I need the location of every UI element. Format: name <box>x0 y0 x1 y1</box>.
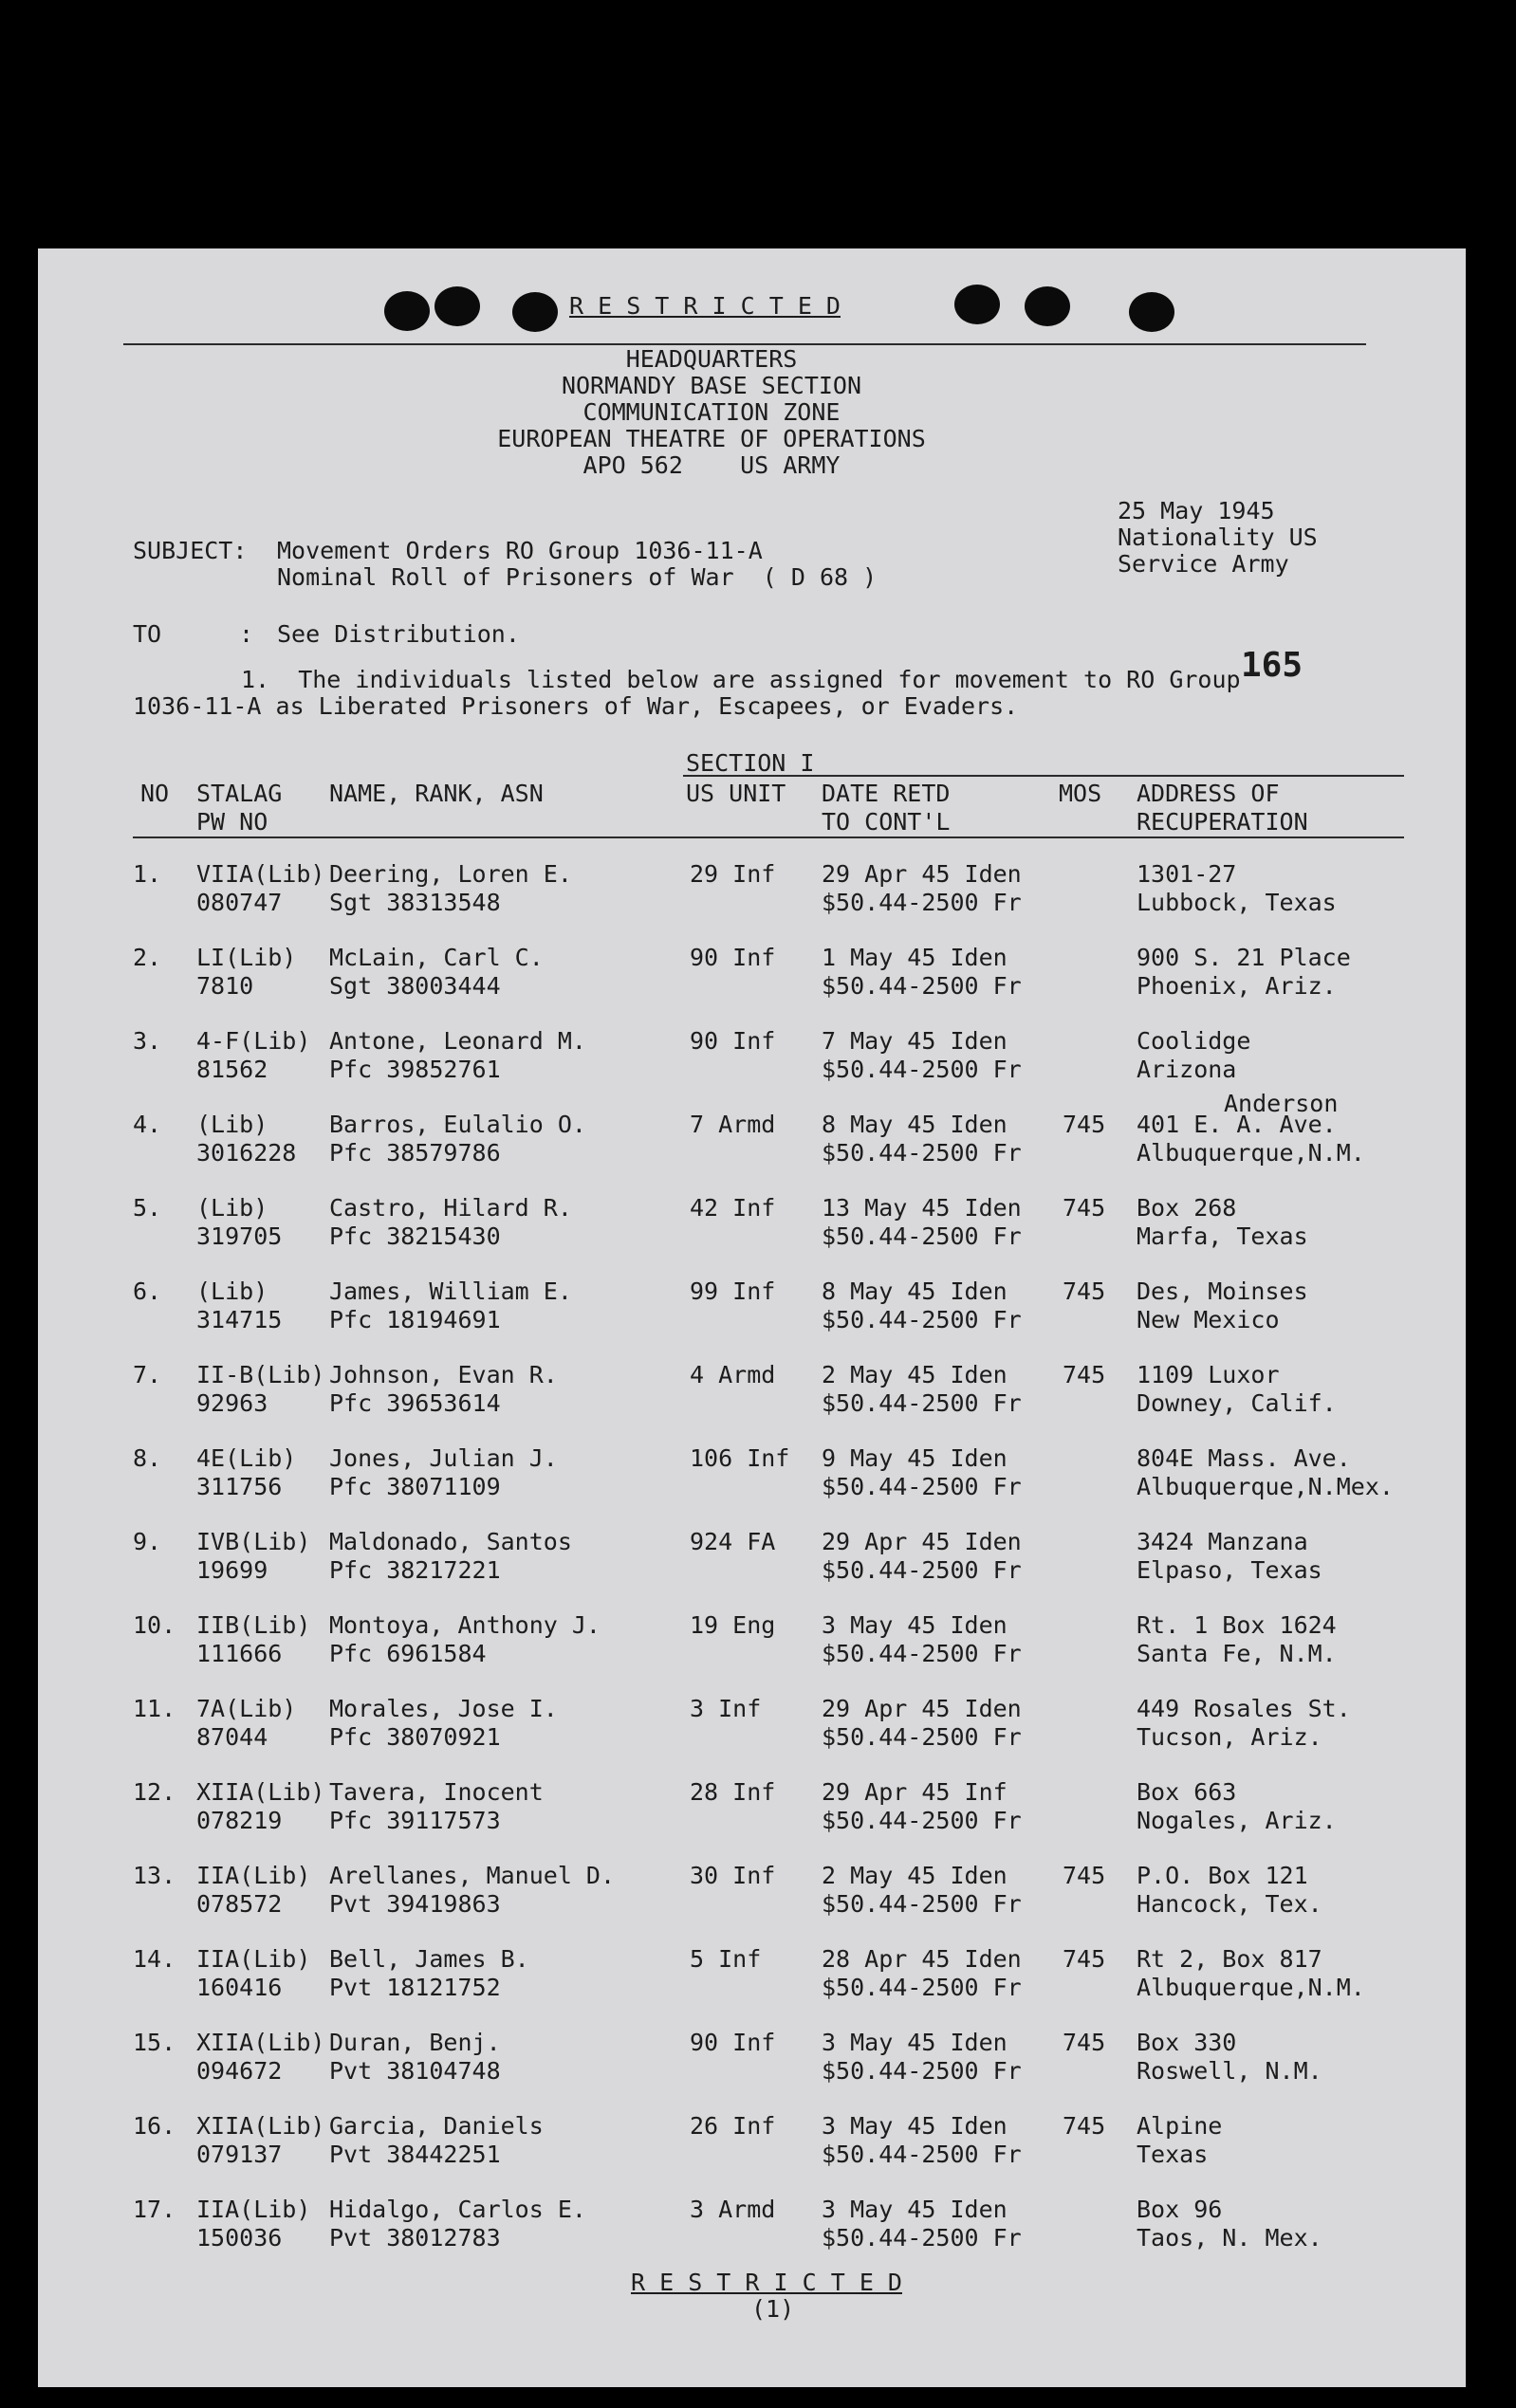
subject-line: Movement Orders RO Group 1036-11-A <box>277 537 763 564</box>
us-unit: 90 Inf <box>690 2029 776 2056</box>
address-line-1: 1301-27 <box>1137 860 1237 888</box>
date-line: 25 May 1945 <box>1118 497 1275 524</box>
address-line-2: Albuquerque,N.Mex. <box>1137 1473 1394 1500</box>
row-number: 1. <box>133 860 162 888</box>
us-unit: 924 FA <box>690 1528 776 1555</box>
rank-asn: Pfc 38215430 <box>329 1222 501 1250</box>
rank-asn: Pfc 6961584 <box>329 1640 487 1667</box>
prisoner-name: Montoya, Anthony J. <box>329 1611 601 1639</box>
punch-hole <box>512 292 558 332</box>
prisoner-name: Jones, Julian J. <box>329 1444 558 1472</box>
date-returned: 3 May 45 Iden <box>822 2196 1008 2223</box>
pw-number: 314715 <box>196 1306 283 1333</box>
payment: $50.44-2500 Fr <box>822 1389 1022 1417</box>
pw-number: 81562 <box>196 1056 268 1083</box>
mos: 745 <box>1063 2029 1106 2056</box>
rank-asn: Pfc 38579786 <box>329 1139 501 1167</box>
address-line-2: Arizona <box>1137 1056 1237 1083</box>
pw-number: 094672 <box>196 2057 283 2085</box>
table-row <box>38 2029 1466 2086</box>
stalag: XIIA(Lib) <box>196 1778 325 1806</box>
punch-hole <box>384 291 430 331</box>
mos: 745 <box>1063 1194 1106 1222</box>
table-row <box>38 2112 1466 2169</box>
row-number: 10. <box>133 1611 176 1639</box>
row-number: 6. <box>133 1278 162 1305</box>
address-line-2: Tucson, Ariz. <box>1137 1723 1322 1751</box>
col-pw-no: PW NO <box>196 808 268 836</box>
us-unit: 3 Armd <box>690 2196 776 2223</box>
prisoner-name: Tavera, Inocent <box>329 1778 544 1806</box>
address-line-2: Elpaso, Texas <box>1137 1556 1322 1584</box>
payment: $50.44-2500 Fr <box>822 889 1022 916</box>
us-unit: 90 Inf <box>690 1027 776 1055</box>
address-line-1: Des, Moinses <box>1137 1278 1308 1305</box>
address-line-2: Albuquerque,N.M. <box>1137 1139 1365 1167</box>
address-line-1: P.O. Box 121 <box>1137 1862 1308 1889</box>
us-unit: 99 Inf <box>690 1278 776 1305</box>
mos: 745 <box>1063 1278 1106 1305</box>
col-stalag: STALAG <box>196 780 283 807</box>
address-line-2: Texas <box>1137 2141 1209 2168</box>
date-returned: 3 May 45 Iden <box>822 2029 1008 2056</box>
row-number: 15. <box>133 2029 176 2056</box>
document-number: 165 <box>1241 646 1303 685</box>
table-row <box>38 860 1466 917</box>
address-line-2: Phoenix, Ariz. <box>1137 972 1337 1000</box>
address-line-2: Nogales, Ariz. <box>1137 1807 1337 1834</box>
prisoner-name: Barros, Eulalio O. <box>329 1111 586 1138</box>
date-returned: 1 May 45 Iden <box>822 944 1008 971</box>
stalag: (Lib) <box>196 1194 268 1222</box>
address-line-2: Santa Fe, N.M. <box>1137 1640 1337 1667</box>
document-page <box>38 248 1466 2387</box>
us-unit: 42 Inf <box>690 1194 776 1222</box>
payment: $50.44-2500 Fr <box>822 2057 1022 2085</box>
paragraph-line: 1. The individuals listed below are assigned for movement to RO Group <box>241 666 1241 693</box>
rank-asn: Sgt 38003444 <box>329 972 501 1000</box>
prisoner-name: Deering, Loren E. <box>329 860 572 888</box>
payment: $50.44-2500 Fr <box>822 1640 1022 1667</box>
address-line-1: Alpine <box>1137 2112 1223 2140</box>
payment: $50.44-2500 Fr <box>822 1306 1022 1333</box>
date-returned: 3 May 45 Iden <box>822 2112 1008 2140</box>
rank-asn: Pfc 39852761 <box>329 1056 501 1083</box>
address-line-1: 900 S. 21 Place <box>1137 944 1351 971</box>
prisoner-name: Bell, James B. <box>329 1945 529 1973</box>
rank-asn: Pvt 38012783 <box>329 2224 501 2252</box>
rank-asn: Pvt 38442251 <box>329 2141 501 2168</box>
to-colon: : <box>239 620 254 648</box>
pw-number: 92963 <box>196 1389 268 1417</box>
us-unit: 28 Inf <box>690 1778 776 1806</box>
date-returned: 13 May 45 Iden <box>822 1194 1022 1222</box>
row-number: 17. <box>133 2196 176 2223</box>
row-number: 11. <box>133 1695 176 1722</box>
pw-number: 87044 <box>196 1723 268 1751</box>
date-returned: 29 Apr 45 Iden <box>822 860 1022 888</box>
payment: $50.44-2500 Fr <box>822 1139 1022 1167</box>
payment: $50.44-2500 Fr <box>822 1222 1022 1250</box>
stalag: IIA(Lib) <box>196 2196 311 2223</box>
address-line-1: Box 663 <box>1137 1778 1237 1806</box>
pw-number: 079137 <box>196 2141 283 2168</box>
date-returned: 29 Apr 45 Iden <box>822 1695 1022 1722</box>
rank-asn: Pfc 38217221 <box>329 1556 501 1584</box>
address-line-1: Rt 2, Box 817 <box>1137 1945 1322 1973</box>
col-date: DATE RETD <box>822 780 951 807</box>
header-line: HEADQUARTERS <box>625 345 798 373</box>
table-row <box>38 1090 1466 1167</box>
rank-asn: Pfc 39653614 <box>329 1389 501 1417</box>
rank-asn: Pvt 39419863 <box>329 1890 501 1918</box>
row-number: 2. <box>133 944 162 971</box>
address-line-1: 3424 Manzana <box>1137 1528 1308 1555</box>
section-title: SECTION I <box>686 749 815 777</box>
address-line-2: New Mexico <box>1137 1306 1280 1333</box>
address-line-1: Box 96 <box>1137 2196 1223 2223</box>
mos: 745 <box>1063 1862 1106 1889</box>
rank-asn: Pfc 38070921 <box>329 1723 501 1751</box>
classification-bottom: R E S T R I C T E D <box>631 2269 902 2296</box>
stalag: (Lib) <box>196 1111 268 1138</box>
table-row <box>38 1027 1466 1084</box>
prisoner-name: Maldonado, Santos <box>329 1528 572 1555</box>
payment: $50.44-2500 Fr <box>822 2224 1022 2252</box>
table-row <box>38 1778 1466 1835</box>
subject-label: SUBJECT: <box>133 537 248 564</box>
address-line-1: 449 Rosales St. <box>1137 1695 1351 1722</box>
row-number: 3. <box>133 1027 162 1055</box>
table-row <box>38 1528 1466 1585</box>
header-line: APO 562 US ARMY <box>582 451 841 479</box>
pw-number: 319705 <box>196 1222 283 1250</box>
stalag: LI(Lib) <box>196 944 297 971</box>
table-row <box>38 1695 1466 1752</box>
prisoner-name: James, William E. <box>329 1278 572 1305</box>
row-number: 16. <box>133 2112 176 2140</box>
punch-hole <box>434 286 480 326</box>
pw-number: 078219 <box>196 1807 283 1834</box>
us-unit: 4 Armd <box>690 1361 776 1388</box>
address-line-2: Albuquerque,N.M. <box>1137 1974 1365 2001</box>
address-line-2: Marfa, Texas <box>1137 1222 1308 1250</box>
col-date-2: TO CONT'L <box>822 808 951 836</box>
page-number: (1) <box>751 2295 795 2323</box>
prisoner-name: Hidalgo, Carlos E. <box>329 2196 586 2223</box>
rank-asn: Sgt 38313548 <box>329 889 501 916</box>
us-unit: 19 Eng <box>690 1611 776 1639</box>
classification-top: R E S T R I C T E D <box>569 292 841 320</box>
prisoner-name: Garcia, Daniels <box>329 2112 544 2140</box>
rank-asn: Pvt 38104748 <box>329 2057 501 2085</box>
prisoner-name: Duran, Benj. <box>329 2029 501 2056</box>
col-unit: US UNIT <box>686 780 786 807</box>
address-line-1: 401 E. A. Ave. <box>1137 1111 1337 1138</box>
address-line-1: Box 330 <box>1137 2029 1237 2056</box>
address-line-1: Rt. 1 Box 1624 <box>1137 1611 1337 1639</box>
date-returned: 8 May 45 Iden <box>822 1278 1008 1305</box>
address-line-1: 1109 Luxor <box>1137 1361 1280 1388</box>
pw-number: 111666 <box>196 1640 283 1667</box>
prisoner-name: McLain, Carl C. <box>329 944 544 971</box>
column-header-rule <box>133 836 1404 838</box>
payment: $50.44-2500 Fr <box>822 1556 1022 1584</box>
paragraph-line: 1036-11-A as Liberated Prisoners of War, Escapees, or Evaders. <box>133 692 1019 720</box>
address-line-2: Taos, N. Mex. <box>1137 2224 1322 2252</box>
stalag: IIB(Lib) <box>196 1611 311 1639</box>
us-unit: 30 Inf <box>690 1862 776 1889</box>
address-line-1: 804E Mass. Ave. <box>1137 1444 1351 1472</box>
table-row <box>38 944 1466 1001</box>
date-returned: 28 Apr 45 Iden <box>822 1945 1022 1973</box>
date-returned: 2 May 45 Iden <box>822 1361 1008 1388</box>
pw-number: 19699 <box>196 1556 268 1584</box>
mos: 745 <box>1063 2112 1106 2140</box>
us-unit: 29 Inf <box>690 860 776 888</box>
table-row <box>38 1361 1466 1418</box>
nationality-line: Nationality US <box>1118 524 1318 551</box>
punch-hole <box>954 285 1000 324</box>
subject-line: Nominal Roll of Prisoners of War ( D 68 ) <box>277 563 878 591</box>
us-unit: 7 Armd <box>690 1111 776 1138</box>
stalag: II-B(Lib) <box>196 1361 325 1388</box>
stalag: IIA(Lib) <box>196 1945 311 1973</box>
date-returned: 7 May 45 Iden <box>822 1027 1008 1055</box>
address-line-1: Coolidge <box>1137 1027 1251 1055</box>
row-number: 5. <box>133 1194 162 1222</box>
us-unit: 106 Inf <box>690 1444 790 1472</box>
prisoner-name: Johnson, Evan R. <box>329 1361 558 1388</box>
pw-number: 3016228 <box>196 1139 297 1167</box>
mos: 745 <box>1063 1111 1106 1138</box>
stalag: XIIA(Lib) <box>196 2112 325 2140</box>
punch-hole <box>1129 292 1174 332</box>
pw-number: 7810 <box>196 972 254 1000</box>
row-number: 13. <box>133 1862 176 1889</box>
pw-number: 311756 <box>196 1473 283 1500</box>
table-row <box>38 1194 1466 1251</box>
mos: 745 <box>1063 1945 1106 1973</box>
col-mos: MOS <box>1059 780 1102 807</box>
row-number: 14. <box>133 1945 176 1973</box>
stalag: 4E(Lib) <box>196 1444 297 1472</box>
row-number: 4. <box>133 1111 162 1138</box>
col-name: NAME, RANK, ASN <box>329 780 544 807</box>
header-line: COMMUNICATION ZONE <box>582 398 841 426</box>
payment: $50.44-2500 Fr <box>822 2141 1022 2168</box>
date-returned: 8 May 45 Iden <box>822 1111 1008 1138</box>
pw-number: 080747 <box>196 889 283 916</box>
rank-asn: Pvt 18121752 <box>329 1974 501 2001</box>
row-number: 8. <box>133 1444 162 1472</box>
payment: $50.44-2500 Fr <box>822 1473 1022 1500</box>
table-row <box>38 1945 1466 2002</box>
header-line: EUROPEAN THEATRE OF OPERATIONS <box>497 425 926 452</box>
address-line-2: Downey, Calif. <box>1137 1389 1337 1417</box>
address-line-2: Roswell, N.M. <box>1137 2057 1322 2085</box>
prisoner-name: Antone, Leonard M. <box>329 1027 586 1055</box>
section-rule <box>683 775 1404 777</box>
rank-asn: Pfc 18194691 <box>329 1306 501 1333</box>
table-row <box>38 2196 1466 2252</box>
service-line: Service Army <box>1118 550 1289 578</box>
pw-number: 150036 <box>196 2224 283 2252</box>
payment: $50.44-2500 Fr <box>822 1723 1022 1751</box>
date-returned: 2 May 45 Iden <box>822 1862 1008 1889</box>
stalag: 7A(Lib) <box>196 1695 297 1722</box>
payment: $50.44-2500 Fr <box>822 1807 1022 1834</box>
col-address-2: RECUPERATION <box>1137 808 1308 836</box>
table-row <box>38 1278 1466 1334</box>
stalag: XIIA(Lib) <box>196 2029 325 2056</box>
stalag: 4-F(Lib) <box>196 1027 311 1055</box>
date-returned: 9 May 45 Iden <box>822 1444 1008 1472</box>
col-address: ADDRESS OF <box>1137 780 1280 807</box>
mos: 745 <box>1063 1361 1106 1388</box>
us-unit: 3 Inf <box>690 1695 762 1722</box>
prisoner-name: Arellanes, Manuel D. <box>329 1862 616 1889</box>
us-unit: 26 Inf <box>690 2112 776 2140</box>
address-line-2: Lubbock, Texas <box>1137 889 1337 916</box>
stalag: VIIA(Lib) <box>196 860 325 888</box>
row-number: 12. <box>133 1778 176 1806</box>
us-unit: 5 Inf <box>690 1945 762 1973</box>
rank-asn: Pfc 39117573 <box>329 1807 501 1834</box>
address-note: Anderson <box>1224 1090 1339 1117</box>
date-returned: 29 Apr 45 Iden <box>822 1528 1022 1555</box>
pw-number: 160416 <box>196 1974 283 2001</box>
payment: $50.44-2500 Fr <box>822 1890 1022 1918</box>
stalag: IIA(Lib) <box>196 1862 311 1889</box>
row-number: 9. <box>133 1528 162 1555</box>
address-line-1: Box 268 <box>1137 1194 1237 1222</box>
table-row <box>38 1862 1466 1919</box>
table-row <box>38 1444 1466 1501</box>
punch-hole <box>1025 286 1070 326</box>
stalag: (Lib) <box>196 1278 268 1305</box>
prisoner-name: Castro, Hilard R. <box>329 1194 572 1222</box>
payment: $50.44-2500 Fr <box>822 1974 1022 2001</box>
rank-asn: Pfc 38071109 <box>329 1473 501 1500</box>
pw-number: 078572 <box>196 1890 283 1918</box>
to-label: TO <box>133 620 162 648</box>
stalag: IVB(Lib) <box>196 1528 311 1555</box>
us-unit: 90 Inf <box>690 944 776 971</box>
prisoner-name: Morales, Jose I. <box>329 1695 558 1722</box>
payment: $50.44-2500 Fr <box>822 1056 1022 1083</box>
row-number: 7. <box>133 1361 162 1388</box>
date-returned: 29 Apr 45 Inf <box>822 1778 1008 1806</box>
table-row <box>38 1611 1466 1668</box>
to-value: See Distribution. <box>277 620 520 648</box>
address-line-2: Hancock, Tex. <box>1137 1890 1322 1918</box>
payment: $50.44-2500 Fr <box>822 972 1022 1000</box>
date-returned: 3 May 45 Iden <box>822 1611 1008 1639</box>
header-line: NORMANDY BASE SECTION <box>561 372 862 399</box>
col-no: NO <box>140 780 170 807</box>
